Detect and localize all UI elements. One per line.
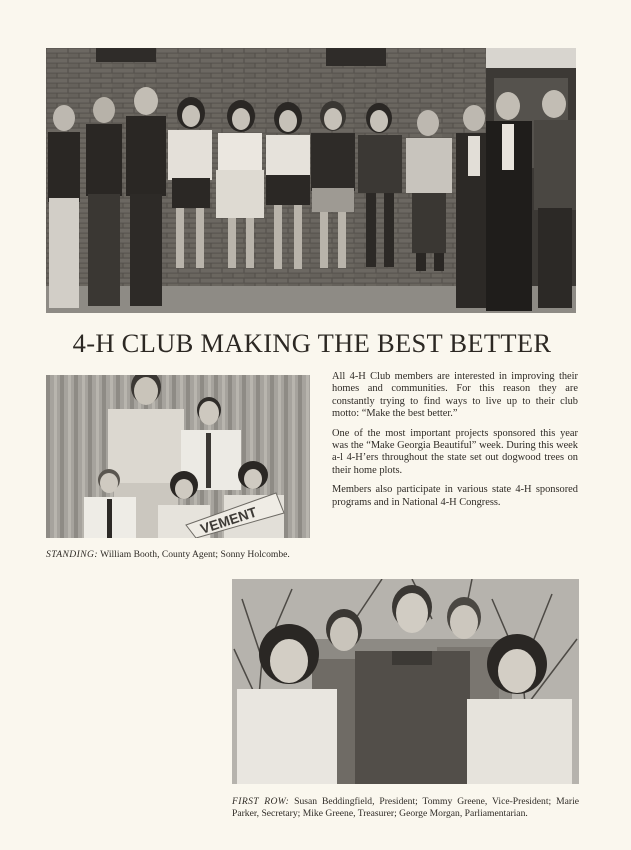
- caption-text: Susan Beddingfield, President; Tommy Greene, Vice-President; Marie Parker, Secretary; Mike Greene, Treasurer; George Morgan, Parliamentarian.: [232, 796, 580, 819]
- officers-photo-image: [46, 375, 310, 538]
- group-photo-image: [46, 48, 576, 313]
- caption-lead: STANDING:: [46, 549, 98, 560]
- body-paragraph: Members also participate in various state 4-H sponsored programs and in National 4-H Congress.: [332, 484, 578, 508]
- members-photo-caption: [232, 796, 579, 820]
- members-photo-trees: [232, 579, 579, 784]
- caption-text: William Booth, County Agent; Sonny Holcombe.: [97, 549, 290, 560]
- page-heading: 4-H CLUB MAKING THE BEST BETTER: [72, 328, 552, 358]
- officers-photo-curtain: [46, 375, 310, 538]
- members-photo-image: [232, 579, 579, 784]
- officers-photo-caption: [46, 549, 310, 561]
- body-paragraph: One of the most important projects sponsored this year was the “Make Georgia Beautiful” week. During this week a-l 4-H’ers throughout the state set out dogwood trees on their home plots.: [332, 427, 578, 476]
- group-photo-brick-wall: [46, 48, 576, 313]
- body-paragraph: All 4-H Club members are interested in improving their homes and communities. For this reason they are constantly trying to find ways to live up to their club motto: “Make the best better.”: [332, 371, 578, 420]
- caption-lead: FIRST ROW:: [232, 796, 290, 807]
- banner-text: VEMENT: [198, 503, 259, 537]
- article-body: [332, 371, 578, 516]
